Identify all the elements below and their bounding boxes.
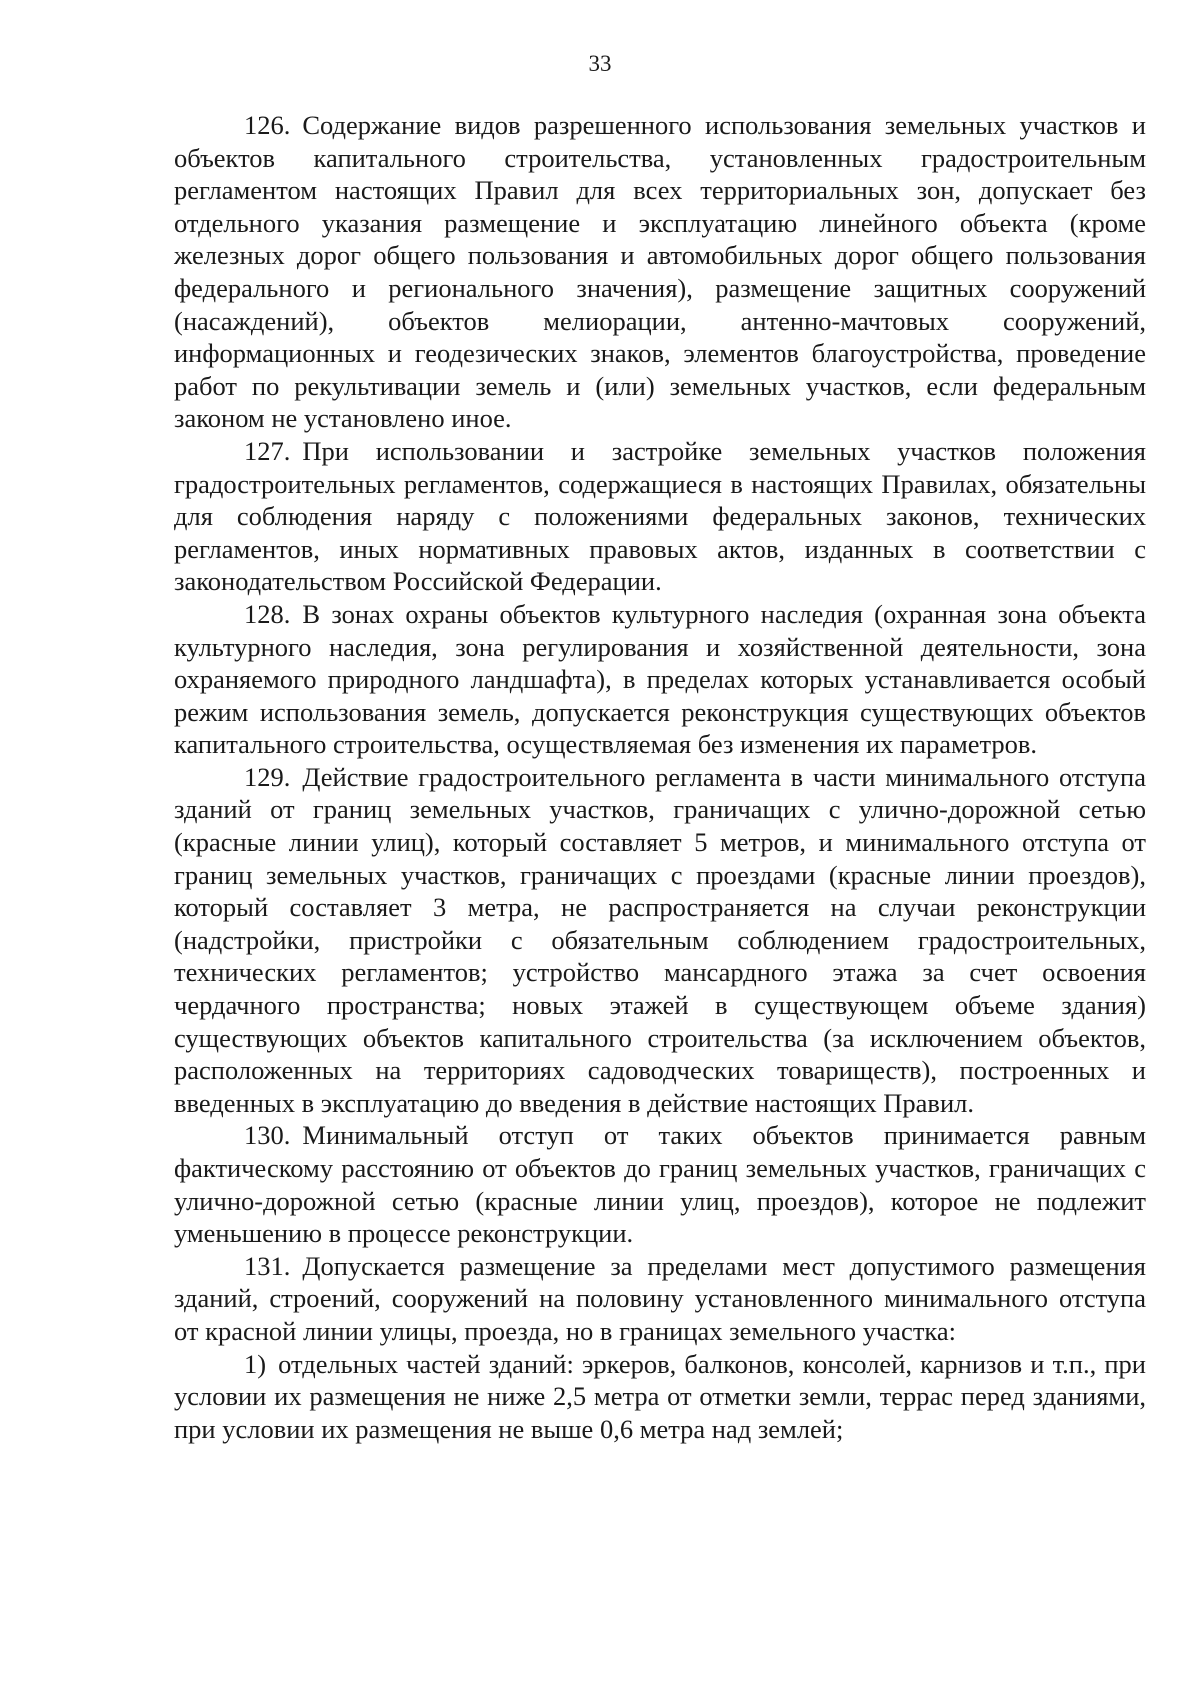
paragraph-130: [174, 1119, 1146, 1249]
paragraph-131: [174, 1250, 1146, 1348]
paragraph-number: 1): [244, 1348, 267, 1379]
paragraph-number: 127.: [244, 435, 291, 466]
paragraph-text: При использовании и застройке земельных участков положения градостроительных регламентов, содержащиеся в настоящих Правилах, обязательны для соблюдения наряду с положениями федеральных законов, технических регламентов, иных нормативных правовых актов, изданных в соответствии с законодательством Российской Федерации.: [174, 435, 1146, 597]
paragraph-number: 129.: [244, 761, 291, 792]
paragraph-text: отдельных частей зданий: эркеров, балконов, консолей, карнизов и т.п., при условии их размещения не ниже 2,5 метра от отметки земли, террас перед зданиями, при условии их размещения не выше 0,6 метра над землей;: [174, 1348, 1146, 1444]
paragraph-number: 131.: [244, 1250, 291, 1281]
paragraph-126: [174, 109, 1146, 435]
paragraph-text: Минимальный отступ от таких объектов принимается равным фактическому расстоянию от объектов до границ земельных участков, граничащих с улично-дорожной сетью (красные линии улиц, проездов), которое не подлежит уменьшению в процессе реконструкции.: [174, 1120, 1146, 1249]
document-body: [174, 109, 1146, 1445]
paragraph-number: 128.: [244, 598, 291, 629]
paragraph-text: Содержание видов разрешенного использования земельных участков и объектов капитального строительства, установленных градостроительным регламентом настоящих Правил для всех территориальных зон, допускает без отдельного указания размещение и эксплуатацию линейного объекта (кроме железных дорог общего пользования и автомобильных дорог общего пользования федерального и регионального значения), размещение защитных сооружений (насаждений), объектов мелиорации, антенно-мачтовых сооружений, информационных и геодезических знаков, элементов благоустройства, проведение работ по рекультивации земель и (или) земельных участков, если федеральным законом не установлено иное.: [174, 110, 1146, 434]
paragraph-number: 126.: [244, 110, 291, 140]
page-number: 33: [588, 51, 612, 76]
paragraph-text: В зонах охраны объектов культурного наследия (охранная зона объекта культурного наследия, зона регулирования и хозяйственной деятельности, зона охраняемого природного ландшафта), в пределах которых устанавливается особый режим использования земель, допускается реконструкция существующих объектов капитального строительства, осуществляемая без изменения их параметров.: [174, 598, 1146, 760]
subparagraph-1: [174, 1348, 1146, 1446]
paragraph-text: Действие градостроительного регламента в части минимального отступа зданий от границ земельных участков, граничащих с улично-дорожной сетью (красные линии улиц), который составляет 5 метров, и минимального отступа от границ земельных участков, граничащих с проездами (красные линии проездов), который составляет 3 метра, не распространяется на случаи реконструкции (надстройки, пристройки с обязательным соблюдением градостроительных, технических регламентов; устройство мансардного этажа за счет освоения чердачного пространства; новых этажей в существующем объеме здания) существующих объектов капитального строительства (за исключением объектов, расположенных на территориях садоводческих товариществ), построенных и введенных в эксплуатацию до введения в действие настоящих Правил.: [174, 761, 1146, 1118]
paragraph-128: [174, 598, 1146, 761]
paragraph-129: [174, 761, 1146, 1120]
paragraph-127: [174, 435, 1146, 598]
paragraph-text: Допускается размещение за пределами мест допустимого размещения зданий, строений, сооружений на половину установленного минимального отступа от красной линии улицы, проезда, но в границах земельного участка:: [174, 1250, 1146, 1346]
paragraph-number: 130.: [244, 1120, 291, 1151]
